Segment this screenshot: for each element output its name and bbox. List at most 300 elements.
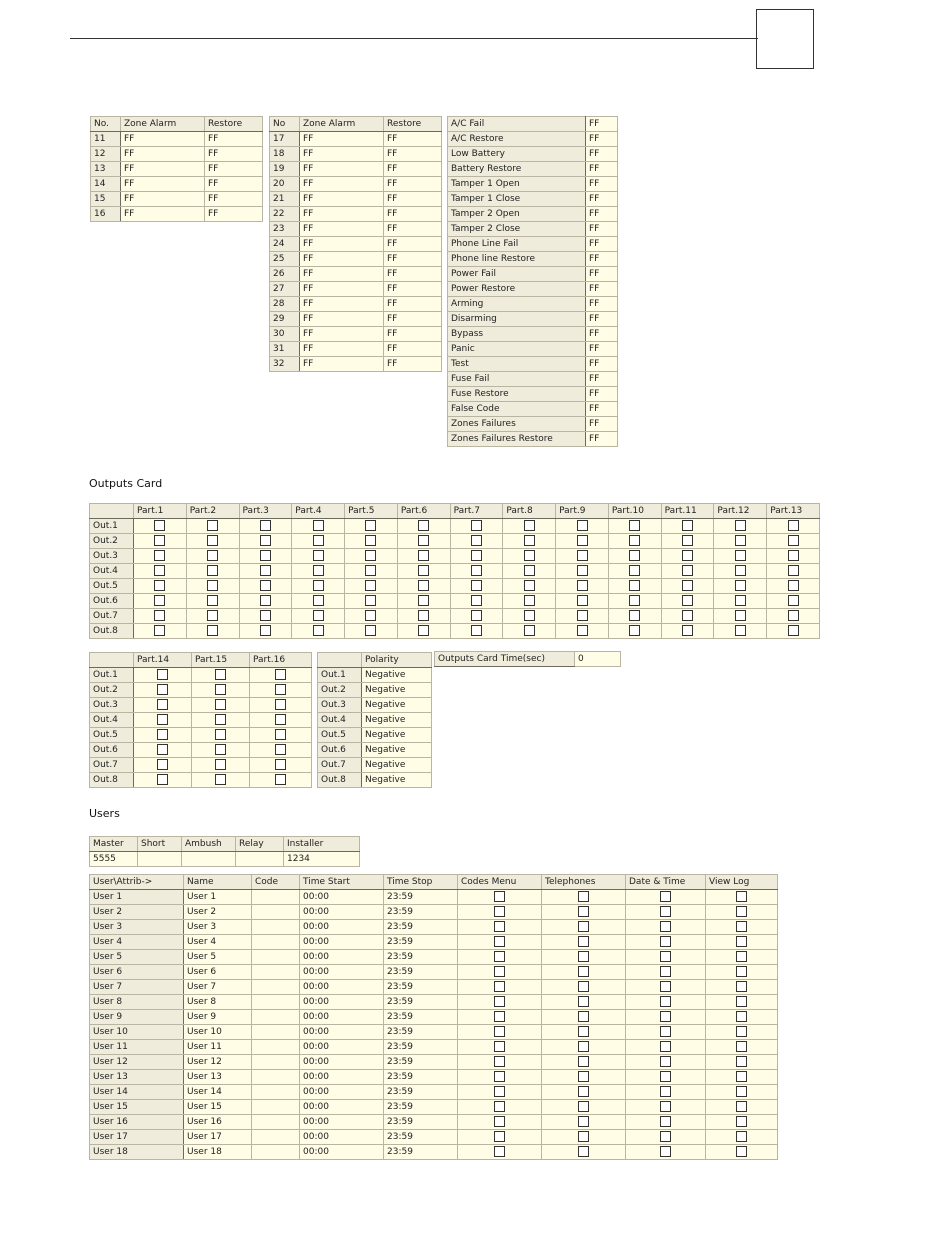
zone-alarm-value[interactable]: FF [300,312,384,327]
zone-alarm-value[interactable]: FF [121,177,205,192]
time-stop[interactable]: 23:59 [384,1130,458,1145]
checkbox[interactable] [418,520,429,531]
checkbox[interactable] [660,1131,671,1142]
restore-value[interactable]: FF [384,252,442,267]
time-start[interactable]: 00:00 [300,980,384,995]
checkbox[interactable] [207,610,218,621]
restore-value[interactable]: FF [384,237,442,252]
checkbox[interactable] [577,565,588,576]
checkbox[interactable] [577,610,588,621]
checkbox[interactable] [260,595,271,606]
zone-alarm-value[interactable]: FF [300,207,384,222]
checkbox[interactable] [494,906,505,917]
event-value[interactable]: FF [586,177,618,192]
time-start[interactable]: 00:00 [300,1085,384,1100]
checkbox[interactable] [660,1146,671,1157]
checkbox[interactable] [524,595,535,606]
checkbox[interactable] [660,996,671,1007]
restore-value[interactable]: FF [205,132,263,147]
checkbox[interactable] [260,610,271,621]
event-value[interactable]: FF [586,357,618,372]
checkbox[interactable] [494,996,505,1007]
user-name[interactable]: User 11 [184,1040,252,1055]
restore-value[interactable]: FF [205,147,263,162]
checkbox[interactable] [365,535,376,546]
checkbox[interactable] [365,580,376,591]
user-code[interactable] [252,1070,300,1085]
checkbox[interactable] [275,669,286,680]
checkbox[interactable] [275,744,286,755]
checkbox[interactable] [736,966,747,977]
checkbox[interactable] [471,565,482,576]
checkbox[interactable] [524,625,535,636]
checkbox[interactable] [154,610,165,621]
checkbox[interactable] [788,595,799,606]
user-name[interactable]: User 7 [184,980,252,995]
polarity-value[interactable]: Negative [362,698,432,713]
checkbox[interactable] [494,1026,505,1037]
checkbox[interactable] [313,610,324,621]
time-start[interactable]: 00:00 [300,1010,384,1025]
restore-value[interactable]: FF [384,177,442,192]
checkbox[interactable] [577,580,588,591]
checkbox[interactable] [215,699,226,710]
time-stop[interactable]: 23:59 [384,995,458,1010]
checkbox[interactable] [629,595,640,606]
user-code[interactable] [252,1100,300,1115]
checkbox[interactable] [154,550,165,561]
checkbox[interactable] [736,1011,747,1022]
checkbox[interactable] [157,684,168,695]
checkbox[interactable] [157,669,168,680]
checkbox[interactable] [735,610,746,621]
checkbox[interactable] [365,565,376,576]
checkbox[interactable] [660,921,671,932]
checkbox[interactable] [154,580,165,591]
user-code[interactable] [252,995,300,1010]
time-start[interactable]: 00:00 [300,905,384,920]
checkbox[interactable] [578,1116,589,1127]
user-code[interactable] [252,935,300,950]
restore-value[interactable]: FF [205,192,263,207]
checkbox[interactable] [313,535,324,546]
checkbox[interactable] [313,520,324,531]
checkbox[interactable] [471,595,482,606]
user-name[interactable]: User 6 [184,965,252,980]
checkbox[interactable] [788,520,799,531]
event-value[interactable]: FF [586,387,618,402]
checkbox[interactable] [578,921,589,932]
checkbox[interactable] [578,1011,589,1022]
time-stop[interactable]: 23:59 [384,1055,458,1070]
user-name[interactable]: User 14 [184,1085,252,1100]
checkbox[interactable] [578,1026,589,1037]
checkbox[interactable] [313,580,324,591]
event-value[interactable]: FF [586,162,618,177]
checkbox[interactable] [494,1071,505,1082]
polarity-value[interactable]: Negative [362,713,432,728]
checkbox[interactable] [736,1131,747,1142]
checkbox[interactable] [660,1116,671,1127]
time-start[interactable]: 00:00 [300,935,384,950]
checkbox[interactable] [494,1086,505,1097]
checkbox[interactable] [736,1056,747,1067]
checkbox[interactable] [660,1011,671,1022]
time-start[interactable]: 00:00 [300,950,384,965]
checkbox[interactable] [418,565,429,576]
polarity-value[interactable]: Negative [362,773,432,788]
zone-alarm-value[interactable]: FF [300,327,384,342]
checkbox[interactable] [313,565,324,576]
checkbox[interactable] [736,1026,747,1037]
checkbox[interactable] [788,625,799,636]
checkbox[interactable] [736,906,747,917]
checkbox[interactable] [260,535,271,546]
checkbox[interactable] [275,729,286,740]
checkbox[interactable] [313,625,324,636]
checkbox[interactable] [365,550,376,561]
event-value[interactable]: FF [586,342,618,357]
user-name[interactable]: User 13 [184,1070,252,1085]
checkbox[interactable] [154,595,165,606]
time-start[interactable]: 00:00 [300,1130,384,1145]
checkbox[interactable] [578,891,589,902]
restore-value[interactable]: FF [384,327,442,342]
zone-alarm-value[interactable]: FF [300,237,384,252]
polarity-value[interactable]: Negative [362,758,432,773]
checkbox[interactable] [578,996,589,1007]
zone-alarm-value[interactable]: FF [121,132,205,147]
checkbox[interactable] [494,891,505,902]
checkbox[interactable] [735,580,746,591]
checkbox[interactable] [788,550,799,561]
checkbox[interactable] [735,550,746,561]
zone-alarm-value[interactable]: FF [300,342,384,357]
checkbox[interactable] [494,1041,505,1052]
restore-value[interactable]: FF [205,177,263,192]
checkbox[interactable] [629,550,640,561]
checkbox[interactable] [629,520,640,531]
checkbox[interactable] [577,535,588,546]
checkbox[interactable] [207,565,218,576]
checkbox[interactable] [660,936,671,947]
restore-value[interactable]: FF [384,207,442,222]
checkbox[interactable] [207,535,218,546]
checkbox[interactable] [736,996,747,1007]
event-value[interactable]: FF [586,402,618,417]
checkbox[interactable] [735,595,746,606]
checkbox[interactable] [660,1041,671,1052]
checkbox[interactable] [578,966,589,977]
event-value[interactable]: FF [586,237,618,252]
checkbox[interactable] [578,1071,589,1082]
user-code[interactable] [252,1055,300,1070]
checkbox[interactable] [275,684,286,695]
time-start[interactable]: 00:00 [300,1055,384,1070]
user-code[interactable] [252,980,300,995]
checkbox[interactable] [154,625,165,636]
checkbox[interactable] [788,535,799,546]
zone-alarm-value[interactable]: FF [300,132,384,147]
checkbox[interactable] [524,580,535,591]
event-value[interactable]: FF [586,192,618,207]
time-start[interactable]: 00:00 [300,890,384,905]
checkbox[interactable] [682,625,693,636]
checkbox[interactable] [275,699,286,710]
event-value[interactable]: FF [586,297,618,312]
checkbox[interactable] [735,565,746,576]
restore-value[interactable]: FF [384,192,442,207]
user-code[interactable] [252,1040,300,1055]
event-value[interactable]: FF [586,312,618,327]
checkbox[interactable] [735,625,746,636]
checkbox[interactable] [578,1146,589,1157]
user-name[interactable]: User 3 [184,920,252,935]
event-value[interactable]: FF [586,207,618,222]
user-name[interactable]: User 1 [184,890,252,905]
user-name[interactable]: User 9 [184,1010,252,1025]
checkbox[interactable] [577,550,588,561]
checkbox[interactable] [207,520,218,531]
checkbox[interactable] [494,1056,505,1067]
checkbox[interactable] [215,729,226,740]
checkbox[interactable] [660,1071,671,1082]
checkbox[interactable] [660,1056,671,1067]
checkbox[interactable] [788,610,799,621]
time-stop[interactable]: 23:59 [384,950,458,965]
event-value[interactable]: FF [586,252,618,267]
checkbox[interactable] [471,520,482,531]
code-value[interactable] [182,852,236,867]
checkbox[interactable] [788,565,799,576]
checkbox[interactable] [578,1041,589,1052]
checkbox[interactable] [660,891,671,902]
checkbox[interactable] [736,891,747,902]
checkbox[interactable] [682,550,693,561]
time-stop[interactable]: 23:59 [384,980,458,995]
checkbox[interactable] [157,699,168,710]
checkbox[interactable] [207,595,218,606]
checkbox[interactable] [578,1086,589,1097]
zone-alarm-value[interactable]: FF [300,252,384,267]
restore-value[interactable]: FF [384,267,442,282]
zone-alarm-value[interactable]: FF [300,357,384,372]
checkbox[interactable] [736,951,747,962]
zone-alarm-value[interactable]: FF [300,162,384,177]
checkbox[interactable] [577,520,588,531]
checkbox[interactable] [313,550,324,561]
checkbox[interactable] [275,759,286,770]
time-stop[interactable]: 23:59 [384,1145,458,1160]
time-start[interactable]: 00:00 [300,995,384,1010]
user-code[interactable] [252,1085,300,1100]
checkbox[interactable] [660,966,671,977]
user-name[interactable]: User 15 [184,1100,252,1115]
time-stop[interactable]: 23:59 [384,1010,458,1025]
checkbox[interactable] [660,906,671,917]
checkbox[interactable] [157,714,168,725]
checkbox[interactable] [629,580,640,591]
zone-alarm-value[interactable]: FF [300,222,384,237]
zone-alarm-value[interactable]: FF [300,192,384,207]
checkbox[interactable] [629,610,640,621]
user-name[interactable]: User 8 [184,995,252,1010]
checkbox[interactable] [157,759,168,770]
checkbox[interactable] [365,595,376,606]
checkbox[interactable] [736,981,747,992]
user-code[interactable] [252,890,300,905]
checkbox[interactable] [736,936,747,947]
checkbox[interactable] [207,580,218,591]
time-stop[interactable]: 23:59 [384,890,458,905]
checkbox[interactable] [735,535,746,546]
checkbox[interactable] [154,535,165,546]
checkbox[interactable] [524,520,535,531]
restore-value[interactable]: FF [205,162,263,177]
checkbox[interactable] [578,1101,589,1112]
time-start[interactable]: 00:00 [300,1070,384,1085]
event-value[interactable]: FF [586,147,618,162]
checkbox[interactable] [260,565,271,576]
checkbox[interactable] [215,774,226,785]
checkbox[interactable] [736,1116,747,1127]
time-stop[interactable]: 23:59 [384,965,458,980]
checkbox[interactable] [471,625,482,636]
checkbox[interactable] [494,921,505,932]
polarity-value[interactable]: Negative [362,683,432,698]
restore-value[interactable]: FF [384,282,442,297]
checkbox[interactable] [418,625,429,636]
checkbox[interactable] [682,580,693,591]
user-code[interactable] [252,950,300,965]
user-code[interactable] [252,905,300,920]
zone-alarm-value[interactable]: FF [300,267,384,282]
checkbox[interactable] [365,625,376,636]
checkbox[interactable] [157,774,168,785]
checkbox[interactable] [494,966,505,977]
time-stop[interactable]: 23:59 [384,920,458,935]
checkbox[interactable] [578,981,589,992]
card-time-value[interactable]: 0 [575,652,621,667]
checkbox[interactable] [682,520,693,531]
restore-value[interactable]: FF [384,312,442,327]
time-stop[interactable]: 23:59 [384,1040,458,1055]
checkbox[interactable] [494,1146,505,1157]
checkbox[interactable] [578,936,589,947]
restore-value[interactable]: FF [384,222,442,237]
time-start[interactable]: 00:00 [300,965,384,980]
restore-value[interactable]: FF [384,357,442,372]
checkbox[interactable] [157,729,168,740]
event-value[interactable]: FF [586,222,618,237]
checkbox[interactable] [578,1056,589,1067]
time-start[interactable]: 00:00 [300,1025,384,1040]
checkbox[interactable] [578,1131,589,1142]
checkbox[interactable] [735,520,746,531]
restore-value[interactable]: FF [384,342,442,357]
time-stop[interactable]: 23:59 [384,935,458,950]
zone-alarm-value[interactable]: FF [300,147,384,162]
code-value[interactable] [236,852,284,867]
checkbox[interactable] [154,520,165,531]
checkbox[interactable] [471,535,482,546]
user-code[interactable] [252,1115,300,1130]
checkbox[interactable] [578,951,589,962]
user-name[interactable]: User 10 [184,1025,252,1040]
checkbox[interactable] [660,1026,671,1037]
checkbox[interactable] [494,1101,505,1112]
checkbox[interactable] [629,535,640,546]
checkbox[interactable] [207,625,218,636]
checkbox[interactable] [471,550,482,561]
checkbox[interactable] [736,921,747,932]
user-name[interactable]: User 18 [184,1145,252,1160]
checkbox[interactable] [275,714,286,725]
checkbox[interactable] [471,610,482,621]
user-name[interactable]: User 4 [184,935,252,950]
zone-alarm-value[interactable]: FF [121,207,205,222]
time-stop[interactable]: 23:59 [384,1115,458,1130]
zone-alarm-value[interactable]: FF [121,147,205,162]
time-start[interactable]: 00:00 [300,920,384,935]
checkbox[interactable] [313,595,324,606]
checkbox[interactable] [418,580,429,591]
checkbox[interactable] [215,669,226,680]
checkbox[interactable] [577,595,588,606]
checkbox[interactable] [260,550,271,561]
checkbox[interactable] [736,1041,747,1052]
checkbox[interactable] [578,906,589,917]
time-stop[interactable]: 23:59 [384,1070,458,1085]
time-start[interactable]: 00:00 [300,1040,384,1055]
checkbox[interactable] [418,610,429,621]
time-start[interactable]: 00:00 [300,1115,384,1130]
checkbox[interactable] [629,565,640,576]
checkbox[interactable] [577,625,588,636]
code-value[interactable]: 5555 [90,852,138,867]
user-code[interactable] [252,1025,300,1040]
checkbox[interactable] [494,1131,505,1142]
checkbox[interactable] [215,759,226,770]
time-start[interactable]: 00:00 [300,1100,384,1115]
user-code[interactable] [252,1145,300,1160]
restore-value[interactable]: FF [384,162,442,177]
checkbox[interactable] [736,1146,747,1157]
zone-alarm-value[interactable]: FF [300,177,384,192]
event-value[interactable]: FF [586,267,618,282]
checkbox[interactable] [154,565,165,576]
time-start[interactable]: 00:00 [300,1145,384,1160]
checkbox[interactable] [524,550,535,561]
checkbox[interactable] [524,610,535,621]
checkbox[interactable] [660,1101,671,1112]
event-value[interactable]: FF [586,432,618,447]
user-name[interactable]: User 17 [184,1130,252,1145]
checkbox[interactable] [260,580,271,591]
checkbox[interactable] [682,565,693,576]
polarity-value[interactable]: Negative [362,728,432,743]
user-code[interactable] [252,965,300,980]
zone-alarm-value[interactable]: FF [121,192,205,207]
checkbox[interactable] [736,1071,747,1082]
restore-value[interactable]: FF [384,147,442,162]
user-name[interactable]: User 12 [184,1055,252,1070]
checkbox[interactable] [418,595,429,606]
checkbox[interactable] [494,951,505,962]
time-stop[interactable]: 23:59 [384,905,458,920]
checkbox[interactable] [157,744,168,755]
checkbox[interactable] [788,580,799,591]
